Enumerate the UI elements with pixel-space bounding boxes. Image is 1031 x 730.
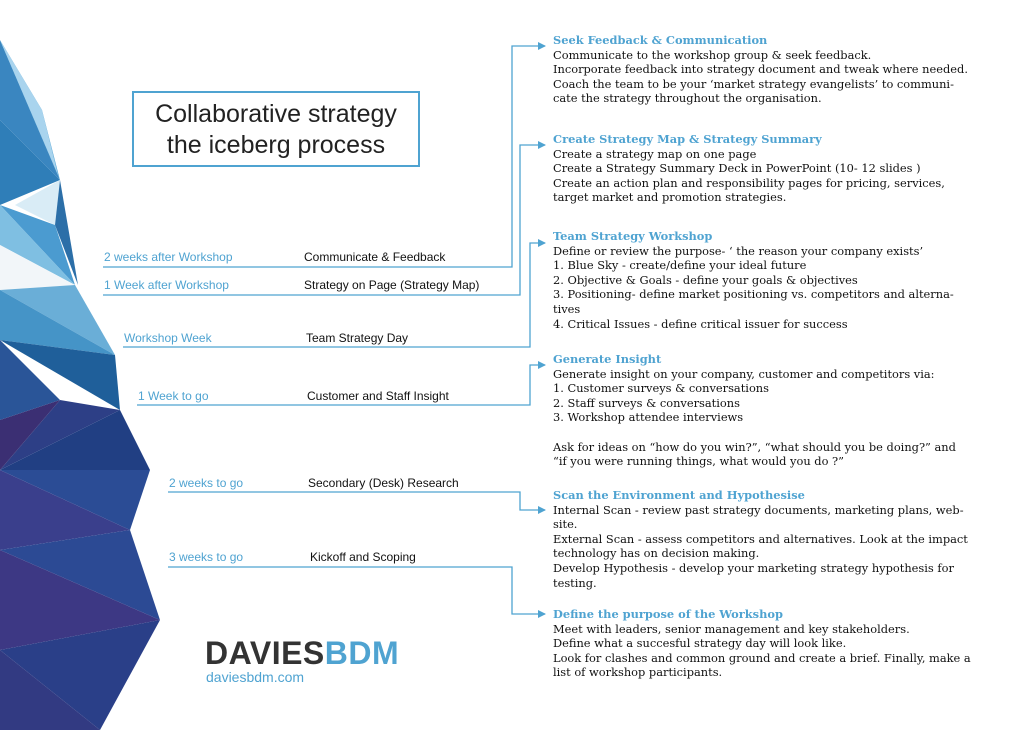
step-line: Generate insight on your company, customer and competitors via: <box>553 366 935 381</box>
timeline-when-1-week-to-go: 1 Week to go <box>138 389 209 403</box>
step-line: Define or review the purpose- ‘ the reason your company exists’ <box>553 243 924 258</box>
step-line: tives <box>553 301 581 316</box>
step-strategy-map <box>553 132 986 205</box>
step-line: Ask for ideas on “how do you win?”, “what should you be doing?” and <box>553 439 956 454</box>
step-line: Meet with leaders, senior management and key stakeholders. <box>553 621 910 636</box>
connector-desk-research <box>168 492 545 510</box>
step-line: 1. Blue Sky - create/define your ideal future <box>553 258 807 273</box>
step-line: 2. Staff surveys & conversations <box>553 395 740 410</box>
step-seek-feedback <box>553 33 986 106</box>
step-line: target market and promotion strategies. <box>553 190 787 205</box>
step-line: Create a strategy map on one page <box>553 146 757 161</box>
step-line: 4. Critical Issues - define critical issuer for success <box>553 316 848 331</box>
timeline-what-team-strategy-day: Team Strategy Day <box>306 331 409 345</box>
title-box <box>132 91 420 167</box>
step-line: Coach the team to be your ‘market strategy evangelists’ to communi- <box>553 76 954 91</box>
step-line: Incorporate feedback into strategy document and tweak where needed. <box>553 62 968 77</box>
step-title: Define the purpose of the Workshop <box>553 607 783 621</box>
step-define-purpose <box>553 607 986 680</box>
timeline-what-communicate-feedback: Communicate & Feedback <box>304 250 446 264</box>
timeline-when-workshop-week: Workshop Week <box>124 331 212 345</box>
timeline-what-strategy-on-page: Strategy on Page (Strategy Map) <box>304 278 480 292</box>
step-line: Define what a succesful strategy day will look like. <box>553 636 847 651</box>
brand-logo-part1: DAVIES <box>205 635 325 671</box>
timeline-when-2-weeks-after: 2 weeks after Workshop <box>104 250 233 264</box>
step-title: Generate Insight <box>553 352 662 366</box>
step-line: Communicate to the workshop group & seek feedback. <box>553 47 872 62</box>
brand-logo <box>205 636 399 670</box>
timeline-what-kickoff-scoping: Kickoff and Scoping <box>310 550 416 564</box>
connector-kickoff-scoping <box>168 567 545 614</box>
step-line: 3. Workshop attendee interviews <box>553 410 744 425</box>
step-title: Seek Feedback & Communication <box>553 33 768 47</box>
step-line: External Scan - assess competitors and alternatives. Look at the impact <box>553 531 968 546</box>
step-line: Create a Strategy Summary Deck in PowerPoint (10- 12 slides ) <box>553 161 921 176</box>
step-gap <box>553 425 986 440</box>
title-line-1: Collaborative strategy <box>155 100 397 128</box>
step-line: Develop Hypothesis - develop your marketing strategy hypothesis for <box>553 560 954 575</box>
title-line-2: the iceberg process <box>166 131 386 159</box>
brand-logo-part2: BDM <box>324 635 400 671</box>
step-line: Create an action plan and responsibility pages for pricing, services, <box>553 175 945 190</box>
step-line: site. <box>553 517 578 532</box>
step-generate-insight <box>553 352 986 469</box>
step-line: testing. <box>553 575 597 590</box>
brand-website: daviesbdm.com <box>206 669 305 685</box>
step-scan-environment <box>553 488 986 590</box>
step-line: technology has on decision making. <box>553 546 760 561</box>
step-line: Look for clashes and common ground and create a brief. Finally, make a <box>553 650 971 665</box>
step-title: Create Strategy Map & Strategy Summary <box>553 132 822 146</box>
step-line: Internal Scan - review past strategy documents, marketing plans, web- <box>553 502 964 517</box>
timeline-what-customer-staff-insight: Customer and Staff Insight <box>307 389 449 403</box>
step-title: Team Strategy Workshop <box>553 229 713 243</box>
timeline-what-desk-research: Secondary (Desk) Research <box>308 476 459 490</box>
timeline-when-3-weeks-to-go: 3 weeks to go <box>169 550 244 564</box>
step-team-workshop <box>553 229 986 331</box>
step-line: list of workshop participants. <box>553 665 723 680</box>
timeline-when-2-weeks-to-go: 2 weeks to go <box>169 476 244 490</box>
step-line: 1. Customer surveys & conversations <box>553 381 769 396</box>
connector-strategy-on-page <box>103 145 545 295</box>
step-line: 2. Objective & Goals - define your goals & objectives <box>553 272 858 287</box>
timeline-when-1-week-after: 1 Week after Workshop <box>104 278 229 292</box>
step-title: Scan the Environment and Hypothesise <box>553 488 805 502</box>
step-line: 3. Positioning- define market positioning vs. competitors and alterna- <box>553 287 954 302</box>
step-line: cate the strategy throughout the organisation. <box>553 91 822 106</box>
step-line: “if you were running things, what would you do ?” <box>553 454 844 469</box>
